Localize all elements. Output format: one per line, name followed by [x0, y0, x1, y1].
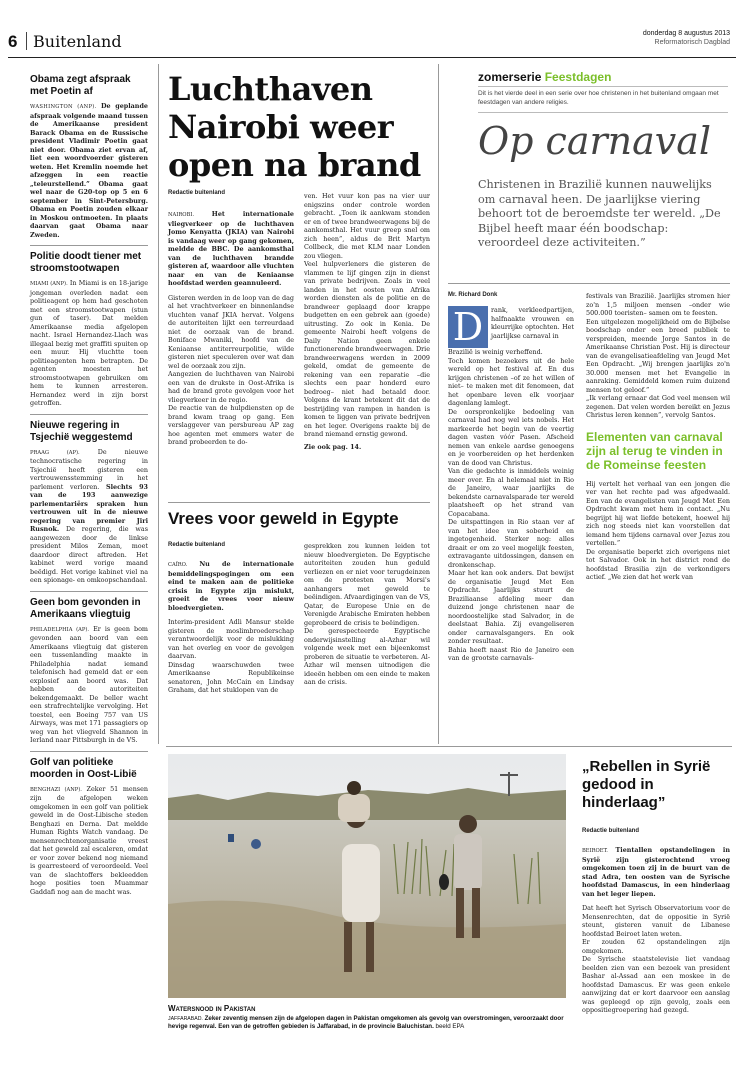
brief-body-b: Slechts 93 van de 193 aanwezige parlementariërs spraken hun vertrouwen uit in de nieuwe regering van premier Jiri Rusnok.	[30, 482, 148, 533]
photo-rule	[166, 746, 732, 747]
left-briefs-column	[30, 74, 148, 896]
body-col1: Brazilië is weinig verheffend. Toch komen bezoekers uit de hele wereld op het festival af. En dus krijgen christenen –of ze het willen of niet– te maken met dit fenomeen, dat het openbare leven elk voorjaar dagenlang lamlegt. De oorspronkelijke bedoeling van carnaval had nog wel iets nobels. Het markeerde het begin van de veertig dagen vasten vóór Pasen. Afscheid nemen van enkele aardse genoegens en je voorbereiden op het herdenken van de dood van Christus. Van die gedachte is inmiddels weinig meer over. En al helemaal niet in Rio de Janeiro, waar jaarlijks de bekendste carnavalsparade ter wereld plaatsheeft op het strand van Copacabana. De uitspattingen in Rio staan ver af van het idee van soberheid en ingetogenheid. Sterker nog: alles draait er om zo veel mogelijk feesten, extravagante uitdossingen, dansen en dronkenschap. Maar het kan ook anders. Dat bewijst de organisatie Jeugd Met Een Opdracht. Jaarlijks stuurt de Braziliaanse afdeling meer dan duizend jonge christenen naar de noordoostelijke stad Salvador, in de deelstaat Bahia. Zij evangeliseren onder carnavalsgangers. En ook zonder resultaat. Bahia heeft naast Rio de Janeiro een van de grootste carnavals-	[448, 348, 574, 662]
brief-dateline: PRAAG (AP).	[30, 449, 80, 456]
byline: Redactie buitenland	[168, 190, 226, 196]
brief-obama	[30, 74, 148, 239]
brief-miami	[30, 251, 148, 408]
article-syria	[582, 846, 730, 1015]
body-first: rank, verkleedpartijen, halfnaakte vrouwen en kleurrijke optochten. Het jaarlijkse carnaval in	[491, 306, 574, 340]
brief-title: Nieuwe regering in Tsjechië weggestemd	[30, 419, 133, 443]
column-rule	[438, 64, 439, 744]
byline: Redactie buitenland	[582, 828, 640, 834]
headline-egypt: Vrees voor geweld in Egypte	[168, 509, 399, 528]
divider	[168, 502, 430, 503]
brief-body: Zeker 51 mensen zijn de afgelopen weken omgekomen in een golf van politiek geweld in de Oost-Libische steden Benghazi en Derna. Dat meldde Human Rights Watch vandaag. De mensenrechtenorganisatie vreest dat het geweld zal escaleren, omdat er voor zover bekend nog niemand is gearresteerd of veroordeeld. Veel van de slachtoffers bekleedden hoge posities toen Muammar Gaddafi nog aan de macht was.	[30, 784, 148, 896]
lead: Het internationale vliegverkeer op de luchthaven Jomo Kenyatta (JKIA) van Nairobi is vandaag weer op gang gekomen, meldde de BBC. De aankomsthal van de luchthaven brandde gisteren af, waardoor alle vluchten naar en van de Keniaanse hoofdstad werden geannuleerd.	[168, 210, 294, 287]
brief-title: Golf van politieke moorden in Oost-Libië	[30, 756, 137, 780]
dateline: NAIROBI.	[168, 212, 195, 218]
caption-dateline: JAFFARABAD.	[168, 1016, 203, 1022]
page-header	[8, 30, 736, 54]
body-col2: gesprekken zou kunnen leiden tot nieuw bloedvergieten. De Egyptische autoriteiten zouden hun geduld verliezen en er niet voor terugdeinzen om de protesten van Morsi's aanhangers met geweld te beëindigen. Afvaardigingen van de VS, Qatar, de Europese Unie en de Verenigde Arabische Emiraten hebben geprobeerd de crisis te beëindigen. De gerespecteerde Egyptische onderwijsinstelling al-Azhar wil volgende week met een bijeenkomst proberen de situatie te verbeteren. Al-Azhar wil mensen uitnodigen die ideeën hebben om een einde te maken aan de crisis.	[304, 542, 430, 686]
brief-dateline: WASHINGTON (ANP).	[30, 104, 97, 110]
body-col1: Interim-president Adli Mansur stelde gisteren de moslimbroederschap verantwoordelijk voor de mislukking van het overleg en voor de gevolgen daarvan. Dinsdag waarschuwden twee Amerikaanse Republikeinse senatoren, John McCain en Lindsay Graham, dat het stuklopen van de	[168, 618, 294, 694]
dateline: BEIROET.	[582, 848, 608, 854]
header-date: donderdag 8 augustus 2013	[642, 30, 730, 37]
brief-body: In Miami is en 18-jarige jongeman overleden nadat een politieagent op hem had geschoten met een stroomstootwapen (stun gun of taser). Dat melden Amerikaanse media afgelopen nacht. Israel Hernandez-Llach was illegaal bezig met graffiti spuiten op een muur. Hij vluchtte toen politieagenten hem betrapten. De agenten moesten het stroomstootwapen gebruiken om hem te kunnen arresteren. Hernandez werd in zijn borst getroffen.	[30, 279, 148, 407]
headline-airport: Luchthaven Nairobi weer open na brand	[168, 70, 421, 184]
series-label: zomerserie	[478, 70, 542, 84]
brief-dateline: PHILADELPHIA (AP).	[30, 626, 90, 633]
see-also: Zie ook pag. 14.	[304, 442, 362, 451]
divider	[30, 245, 148, 246]
brief-czech	[30, 420, 148, 585]
flood-photo	[168, 754, 566, 998]
header-divider	[26, 32, 27, 50]
subhead: Elementen van carnaval zijn al terug te vinden in de Romeinse feesten	[586, 429, 723, 472]
byline: Mr. Richard Donk	[448, 292, 498, 298]
brief-lead: De geplande afspraak volgende maand tussen de Amerikaanse president Barack Obama en de Russische president Vladimir Poetin gaat niet door. Obama ziet ervan af, liet een woordvoerder gisteren weten. Het Kremlin noemde het afzeggen in een reactie „teleurstellend.” Obama gaat wel naar de G20-top op 5 en 6 september in Sint-Petersburg. Obama en Poetin zouden elkaar in Moskou ontmoeten. In plaats daarvan gaat Obama naar Zweden.	[30, 102, 148, 239]
dateline: CAÏRO.	[168, 562, 188, 568]
brief-bomb	[30, 597, 148, 745]
brief-dateline: BENGHAZI (ANP).	[30, 786, 82, 793]
body-col1: Gisteren werden in de loop van de dag al het vrachtverkeer en binnenlandse vluchten vanaf JKIA hervat. Volgens de autoriteiten lijkt een terreurdaad niet de oorzaak van de brand. Boniface Mwaniki, hoofd van de Keniaanse antiterreurpolitie, wilde gisteren niet speculeren over wat dan wel de oorzaak zou zijn. Aangezien de luchthaven van Nairobi een van de drukste in Oost-Afrika is had de brand grote gevolgen voor het vliegverkeer in de regio. De reactie van de hulpdiensten op de brand kwam traag op gang. Een verslaggever van persbureau AP zag hoe agenten met emmers water de brand probeerden te do-	[168, 293, 294, 446]
byline: Redactie buitenland	[168, 542, 226, 548]
intro-carnival: Christenen in Brazilië kunnen nauwelijks om carnaval heen. De jaarlijkse viering behoort tot de beroemdste ter wereld. „De Bijbel heeft maar één boodschap: veroordeel deze activiteiten.”	[478, 178, 721, 249]
series-name: Feestdagen	[544, 70, 612, 84]
brief-libya	[30, 757, 148, 897]
header-paper: Reformatorisch Dagblad	[654, 39, 730, 46]
header-rule	[8, 57, 736, 58]
headline-carnival: Op carnaval	[478, 119, 712, 163]
divider	[30, 591, 148, 592]
photo-caption	[168, 1004, 568, 1031]
divider	[448, 283, 730, 284]
headline-syria: „Rebellen in Syrië gedood in hinderlaag”	[582, 758, 711, 811]
body: Dat heeft het Syrisch Observatorium voor de Mensenrechten, dat de oppositie in Syrië steunt, gisteren vanuit de Libanese hoofdstad Beiroet laten weten. Er zouden 62 opstandelingen zijn omgekomen. De Syrische staatstelevisie liet vandaag beelden zien van een bezoek van president Bashar al-Assad aan een moskee in de hoofdstad Damascus. Er was geen enkele aanwijzing dat er kort daarvoor een aanslag was gepleegd op zijn gevolg, zoals een oppositiegroepering had gezegd.	[582, 904, 730, 1014]
brief-body: Er is geen bom gevonden aan boord van een Amerikaans vliegtuig dat gisteren een tussenlanding maakte in Philadelphia nadat iemand telefonisch had gemeld dat er een explosief aan boord was. Dat hebben de autoriteiten bekendgemaakt. De beller wacht een strafrechtelijke vervolging. Het toestel, een Boeing 757 van US Airways, was met 171 passagiers op weg van het vliegveld Shannon in Ierland naar Pittsburgh in de VS.	[30, 624, 148, 744]
series-header	[478, 70, 611, 84]
brief-dateline: MIAMI (ANP).	[30, 281, 68, 287]
brief-title: Obama zegt afspraak met Poetin af	[30, 74, 131, 97]
lead: Tientallen opstandelingen in Syrië zijn gisterochtend vroeg omgekomen toen zij in de buurt van de stad Adra, ten oosten van de Syrische hoofdstad Damascus, in een hinderlaag van het leger liepen.	[582, 846, 730, 898]
body-col2b: Hij vertelt het verhaal van een jongen die ver van het rechte pad was afgedwaald. Een van de evangelisten van Jeugd Met Een Opdracht kwam met hem in contact. „Nu begrijpt hij wat liefde betekent, hoewel hij zich nog steeds niet kan voorstellen dat iemand hem tijdens carnaval over Jezus zou vertellen.” De organisatie beperkt zich overigens niet tot Salvador. Ook in het district rond de hoofdstad Brasilia zijn de verkondigers actief. „We zien dat het werk van	[586, 479, 730, 581]
caption-title: Watersnood in Pakistan	[168, 1004, 256, 1013]
divider	[30, 414, 148, 415]
brief-body-c: De regering, die was aangewezen door de linkse president Milos Zeman, moet daardoor direct aftreden. Het kabinet werd vorige maand beëdigd. Het vorige kabinet viel na een spionage- en omkoopschandaal.	[30, 525, 148, 584]
section-title: Buitenland	[33, 32, 122, 51]
lead: Nu de internationale bemiddelingspogingen om een eind te maken aan de politieke crisis in Egypte zijn mislukt, groeit de vrees voor nieuw bloedvergieten.	[168, 560, 294, 612]
brief-title: Politie doodt tiener met stroomstootwapen	[30, 251, 142, 274]
body-col2: festivals van Brazilië. Jaarlijks stromen hier zo'n 1,5 miljoen mensen –onder wie 500.000 toeristen– samen om te feesten. Een uitgelezen mogelijkheid om de Bijbelse boodschap onder een breed publiek te verspreiden, meende Jorge Santos in de Amerikaanse Christian Post. Hij is directeur van de evangelisatieafdeling van Jeugd Met Een Opdracht. „Wij brengen jaarlijks zo'n 30.000 mensen met het Evangelie in aanraking. Gemiddeld komen ruim duizend mensen tot geloof.” „Ik verlang ernaar dat God veel mensen wil zegenen. Dat velen worden bereikt en Jezus Christus leren kennen”, vervolg Santos.	[586, 292, 730, 419]
flood-image	[168, 754, 566, 998]
series-rule	[478, 112, 728, 113]
brief-body-a: De nieuwe technocratische regering in Tsjechië heeft gisteren een vertrouwensstemming in het parlement verloren.	[30, 447, 148, 491]
series-rule	[478, 86, 728, 87]
caption-text: Zeker zeventig mensen zijn de afgelopen dagen in Pakistan omgekomen als gevolg van overstromingen, veroorzaakt door hevige regenval. Een van de getroffen gebieden is Jaffarabad, in de provincie Baluchistan.	[168, 1015, 564, 1030]
page-number: 6	[8, 32, 18, 51]
column-rule	[158, 64, 159, 744]
series-intro: Dit is het vierde deel in een serie over hoe christenen in het buitenland omgaan met feestdagen van andere religies.	[478, 90, 719, 106]
dropcap: D	[448, 306, 488, 348]
brief-title: Geen bom gevonden in Amerikaans vliegtuig	[30, 596, 141, 620]
photo-credit: beeld EPA	[435, 1023, 465, 1030]
divider	[30, 751, 148, 752]
body-col2: ven. Het vuur kon pas na vier uur enigszins onder controle worden gebracht. „Toen ik aankwam stonden er en of twee brandweerwagens bij de aankomsthal. Het vuur greep snel om zich heen”, aldus de Brit Martyn Collbeck, die met KLM naar Londen zou vliegen. Veel hulpverleners die gisteren de vlammen te lijf gingen zijn in dienst van private bedrijven. Zoals in veel landen in het oosten van Afrika worden diensten als de politie en de brandweer geplaagd door krappe budgetten en een gebrek aan (goede) uitrusting. Zo ook in Kenia. De gemeente Nairobi heeft volgens de Daily Nation geen enkele functionerende brandweerwagen. Drie brandweerwagens werden in 2009 gekeld, omdat de gemeente de rekening van een reparatie –die slechts een paar honderd euro bedroeg– niet had betaald door. Volgens de krant betekent dit dat de bestrijding van rampen in handen is komen te liggen van private bedrijven en het leger. Overigens raakte bij de brand niemand ernstig gewond.	[304, 192, 430, 438]
